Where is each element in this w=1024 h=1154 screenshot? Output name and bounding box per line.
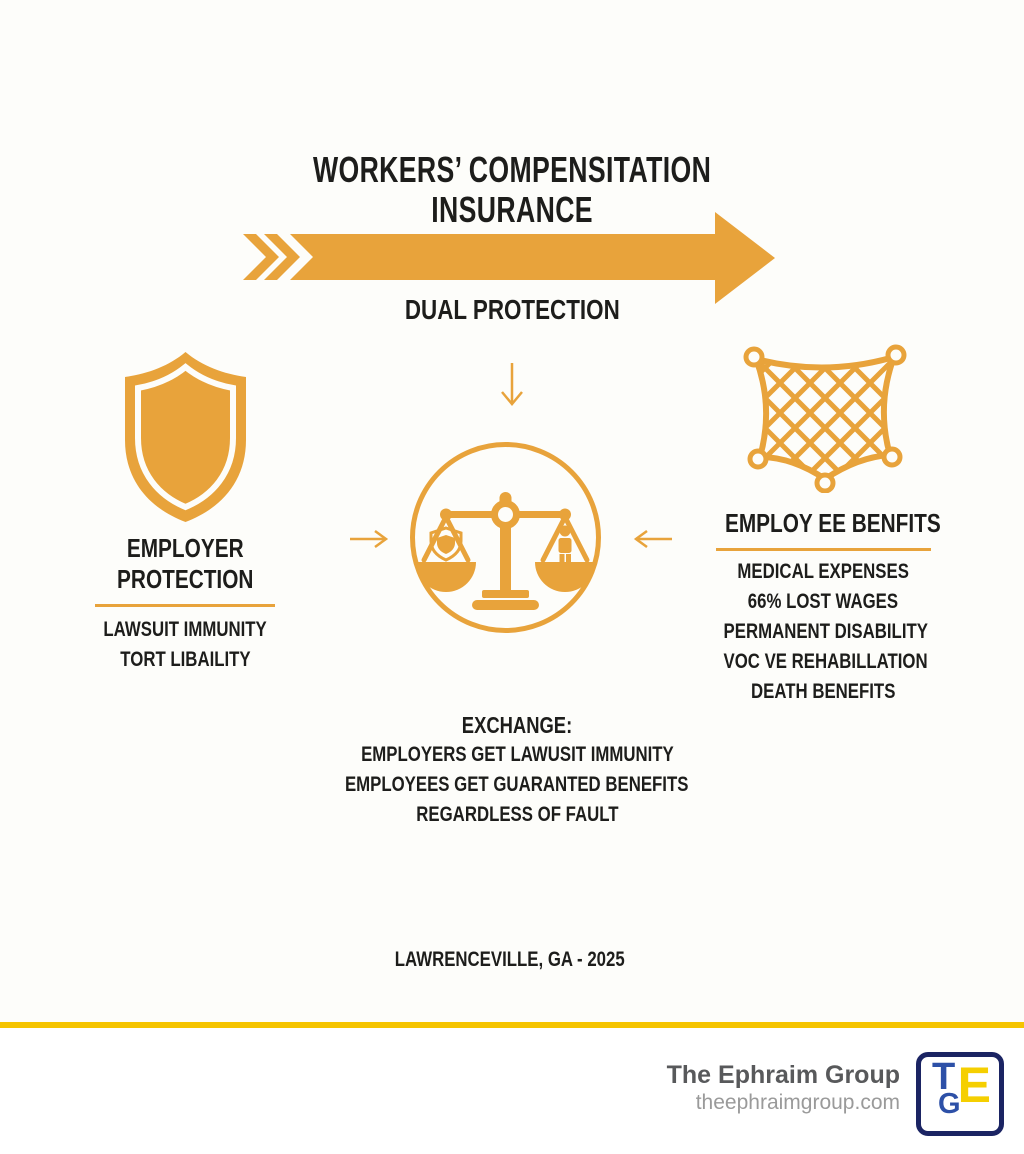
down-arrow-icon (497, 363, 527, 413)
company-name: The Ephraim Group (666, 1061, 900, 1089)
right-heading: EMPLOY EE BENFITS (724, 508, 941, 538)
logo-letter-g: G (938, 1088, 961, 1120)
left-heading-line-2: PROTECTION (116, 564, 254, 594)
benefit-item: PERMANENT DISABILITY (723, 620, 928, 643)
exchange-block (267, 710, 767, 830)
benefit-item: VOC VE REHABILLATION (723, 650, 928, 673)
exchange-line: EMPLOYEES GET GUARANTED BENEFITS (345, 773, 689, 796)
exchange-line: EMPLOYERS GET LAWUSIT IMMUNITY (360, 743, 674, 766)
exchange-line: REGARDLESS OF FAULT (415, 803, 619, 826)
location-text: LAWRENCEVILLE, GA - 2025 (395, 948, 625, 971)
title-line-2: INSURANCE (431, 189, 593, 230)
right-panel-heading (698, 508, 948, 707)
benefit-item: DEATH BENEFITS (750, 680, 896, 703)
safety-net-icon (740, 343, 910, 493)
company-logo (916, 1052, 1004, 1136)
logo-letter-t: T (932, 1056, 956, 1098)
scales-of-justice-icon (408, 440, 603, 635)
benefit-item: MEDICAL EXPENSES (737, 560, 909, 583)
left-item: LAWSUIT IMMUNITY (103, 618, 267, 641)
arrow-label: DUAL PROTECTION (404, 294, 620, 325)
left-heading-underline (95, 604, 275, 607)
right-heading-underline (716, 548, 931, 551)
logo-letter-e: E (957, 1057, 991, 1113)
right-arrow-icon (348, 527, 392, 551)
left-arrow-icon (630, 527, 674, 551)
exchange-heading: EXCHANGE: (461, 712, 573, 738)
website-url: theephraimgroup.com (695, 1091, 900, 1114)
title-line-1: WORKERS’ COMPENSITATION (312, 149, 712, 190)
shield-icon (118, 348, 253, 526)
left-heading-line-1: EMPLOYER (126, 533, 244, 563)
benefit-item: 66% LOST WAGES (747, 590, 899, 613)
left-item: TORT LIBAILITY (119, 648, 251, 671)
left-panel-heading (60, 533, 310, 675)
footer-text (500, 1060, 900, 1116)
